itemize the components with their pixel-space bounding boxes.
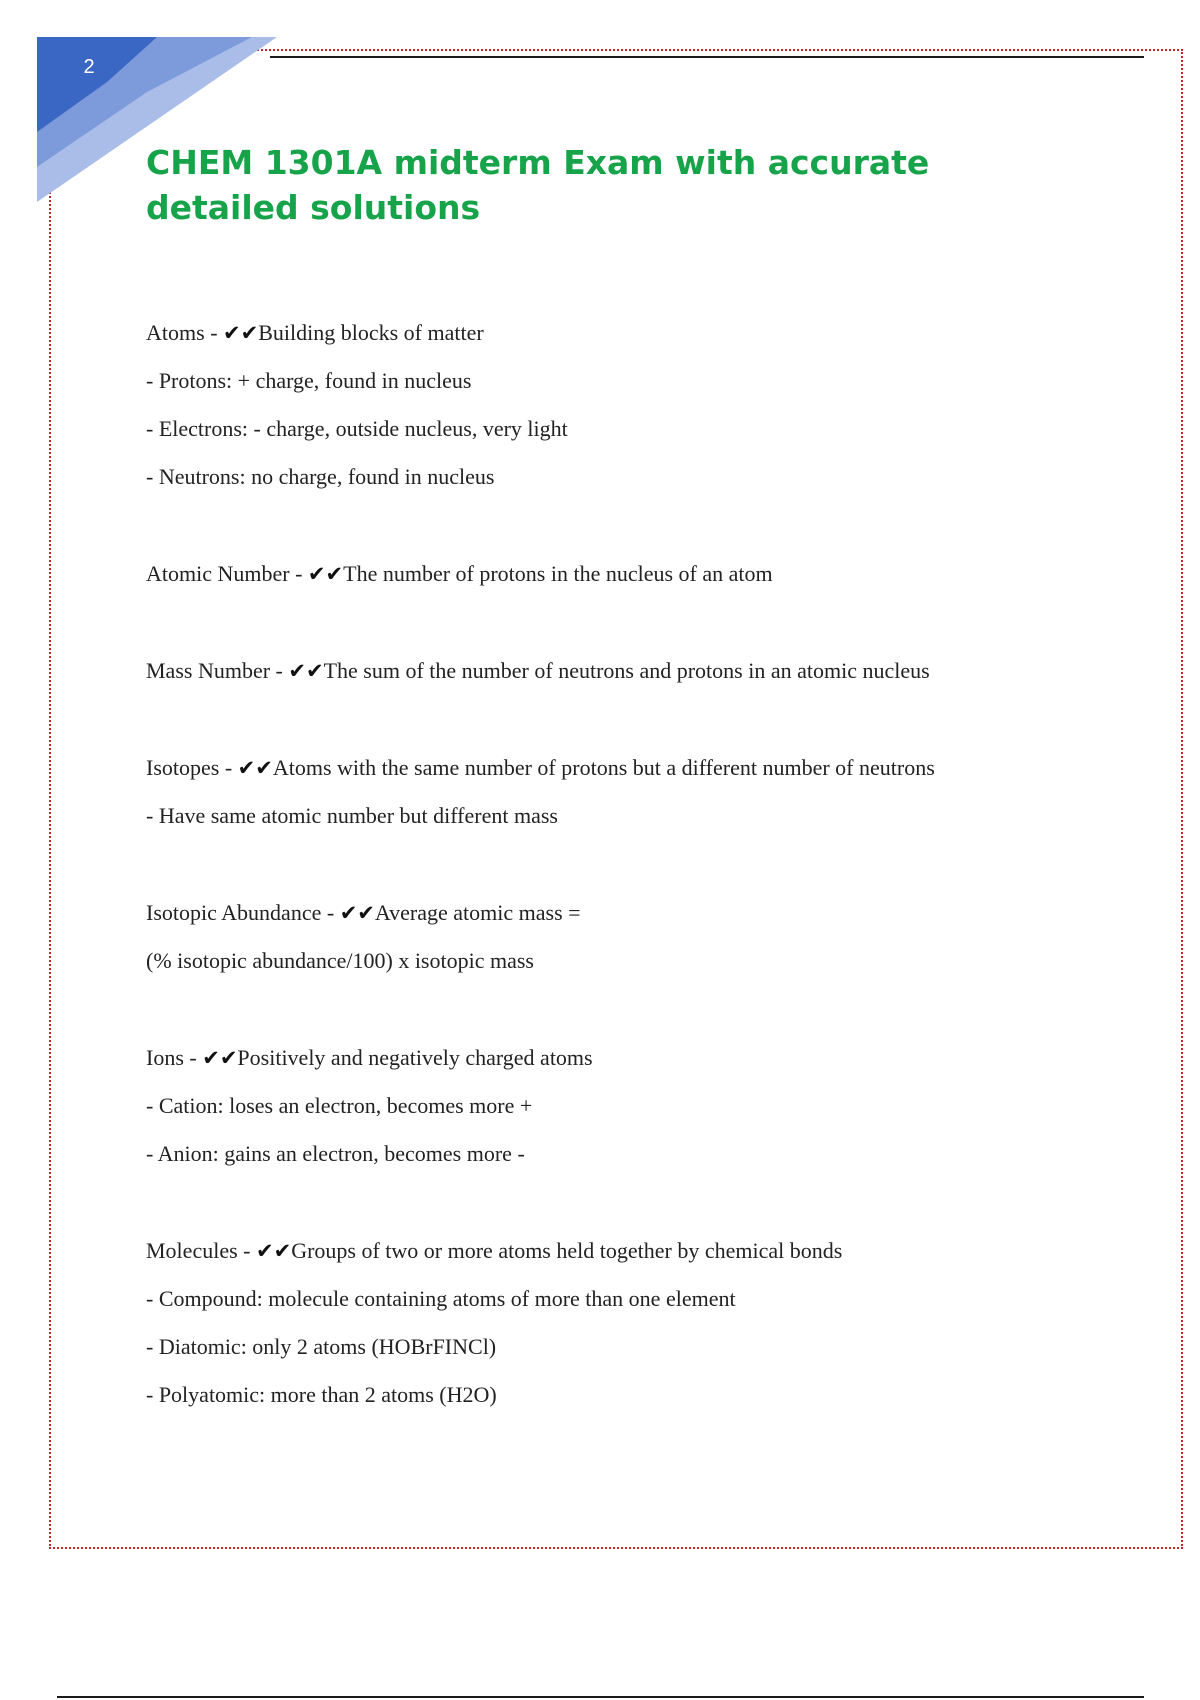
- entry-term: Mass Number: [146, 658, 271, 683]
- entry-heading: [146, 550, 1136, 598]
- double-check-icon: ✔✔: [255, 1239, 292, 1263]
- entry-detail-line: - Cation: loses an electron, becomes more +: [146, 1093, 533, 1118]
- footer-rule: [57, 1696, 1144, 1698]
- glossary-entry: [146, 550, 1136, 598]
- glossary-entry: [146, 1227, 1136, 1419]
- entry-term: Atomic Number: [146, 561, 290, 586]
- entry-heading: [146, 744, 1136, 792]
- entry-separator: -: [219, 755, 238, 780]
- entry-detail-line: - Protons: + charge, found in nucleus: [146, 368, 472, 393]
- double-check-icon: ✔✔: [202, 1046, 238, 1070]
- entry-heading: [146, 1227, 1136, 1275]
- entry-definition: Average atomic mass =: [374, 900, 581, 925]
- entry-definition: The sum of the number of neutrons and protons in an atomic nucleus: [323, 658, 930, 683]
- glossary-entry: [146, 744, 1136, 840]
- double-check-icon: ✔✔: [237, 756, 273, 780]
- glossary-entry: [146, 647, 1136, 695]
- glossary-entry: [146, 889, 1136, 985]
- entry-separator: -: [237, 1238, 256, 1263]
- entry-detail-line: (% isotopic abundance/100) x isotopic mass: [146, 948, 534, 973]
- entry-detail-line: - Compound: molecule containing atoms of more than one element: [146, 1286, 736, 1311]
- entry-separator: -: [270, 658, 289, 683]
- entry-definition: Groups of two or more atoms held together by chemical bonds: [291, 1238, 843, 1263]
- entry-heading: [146, 647, 1136, 695]
- entry-detail-line: - Diatomic: only 2 atoms (HOBrFINCl): [146, 1334, 497, 1359]
- document-title: CHEM 1301A midterm Exam with accurate detailed solutions: [146, 143, 930, 227]
- entry-separator: -: [321, 900, 340, 925]
- header-rule: [270, 56, 1144, 58]
- entry-term: Ions: [146, 1045, 184, 1070]
- document-body: [146, 309, 1136, 1468]
- glossary-entry: [146, 309, 1136, 501]
- entry-heading: [146, 309, 1136, 357]
- entry-term: Isotopic Abundance: [146, 900, 322, 925]
- entry-heading: [146, 1034, 1136, 1082]
- entry-detail-line: - Anion: gains an electron, becomes more -: [146, 1141, 525, 1166]
- double-check-icon: ✔✔: [307, 562, 344, 586]
- entry-detail-line: - Polyatomic: more than 2 atoms (H2O): [146, 1382, 497, 1407]
- entry-term: Molecules: [146, 1238, 238, 1263]
- entry-definition: Positively and negatively charged atoms: [237, 1045, 593, 1070]
- glossary-entry: [146, 1034, 1136, 1178]
- entry-heading: [146, 889, 1136, 937]
- page-number: 2: [83, 56, 95, 78]
- double-check-icon: ✔✔: [288, 659, 324, 683]
- entry-separator: -: [183, 1045, 203, 1070]
- entry-definition: The number of protons in the nucleus of an atom: [343, 561, 773, 586]
- entry-definition: Atoms with the same number of protons but a different number of neutrons: [272, 755, 935, 780]
- entry-term: Atoms: [146, 320, 205, 345]
- entry-separator: -: [289, 561, 308, 586]
- entry-separator: -: [204, 320, 224, 345]
- entry-term: Isotopes: [146, 755, 220, 780]
- entry-definition: Building blocks of matter: [258, 320, 484, 345]
- double-check-icon: ✔✔: [339, 901, 375, 925]
- entry-detail-line: - Neutrons: no charge, found in nucleus: [146, 464, 495, 489]
- entry-detail-line: - Electrons: - charge, outside nucleus, very light: [146, 416, 568, 441]
- double-check-icon: ✔✔: [223, 321, 259, 345]
- entry-detail-line: - Have same atomic number but different mass: [146, 803, 558, 828]
